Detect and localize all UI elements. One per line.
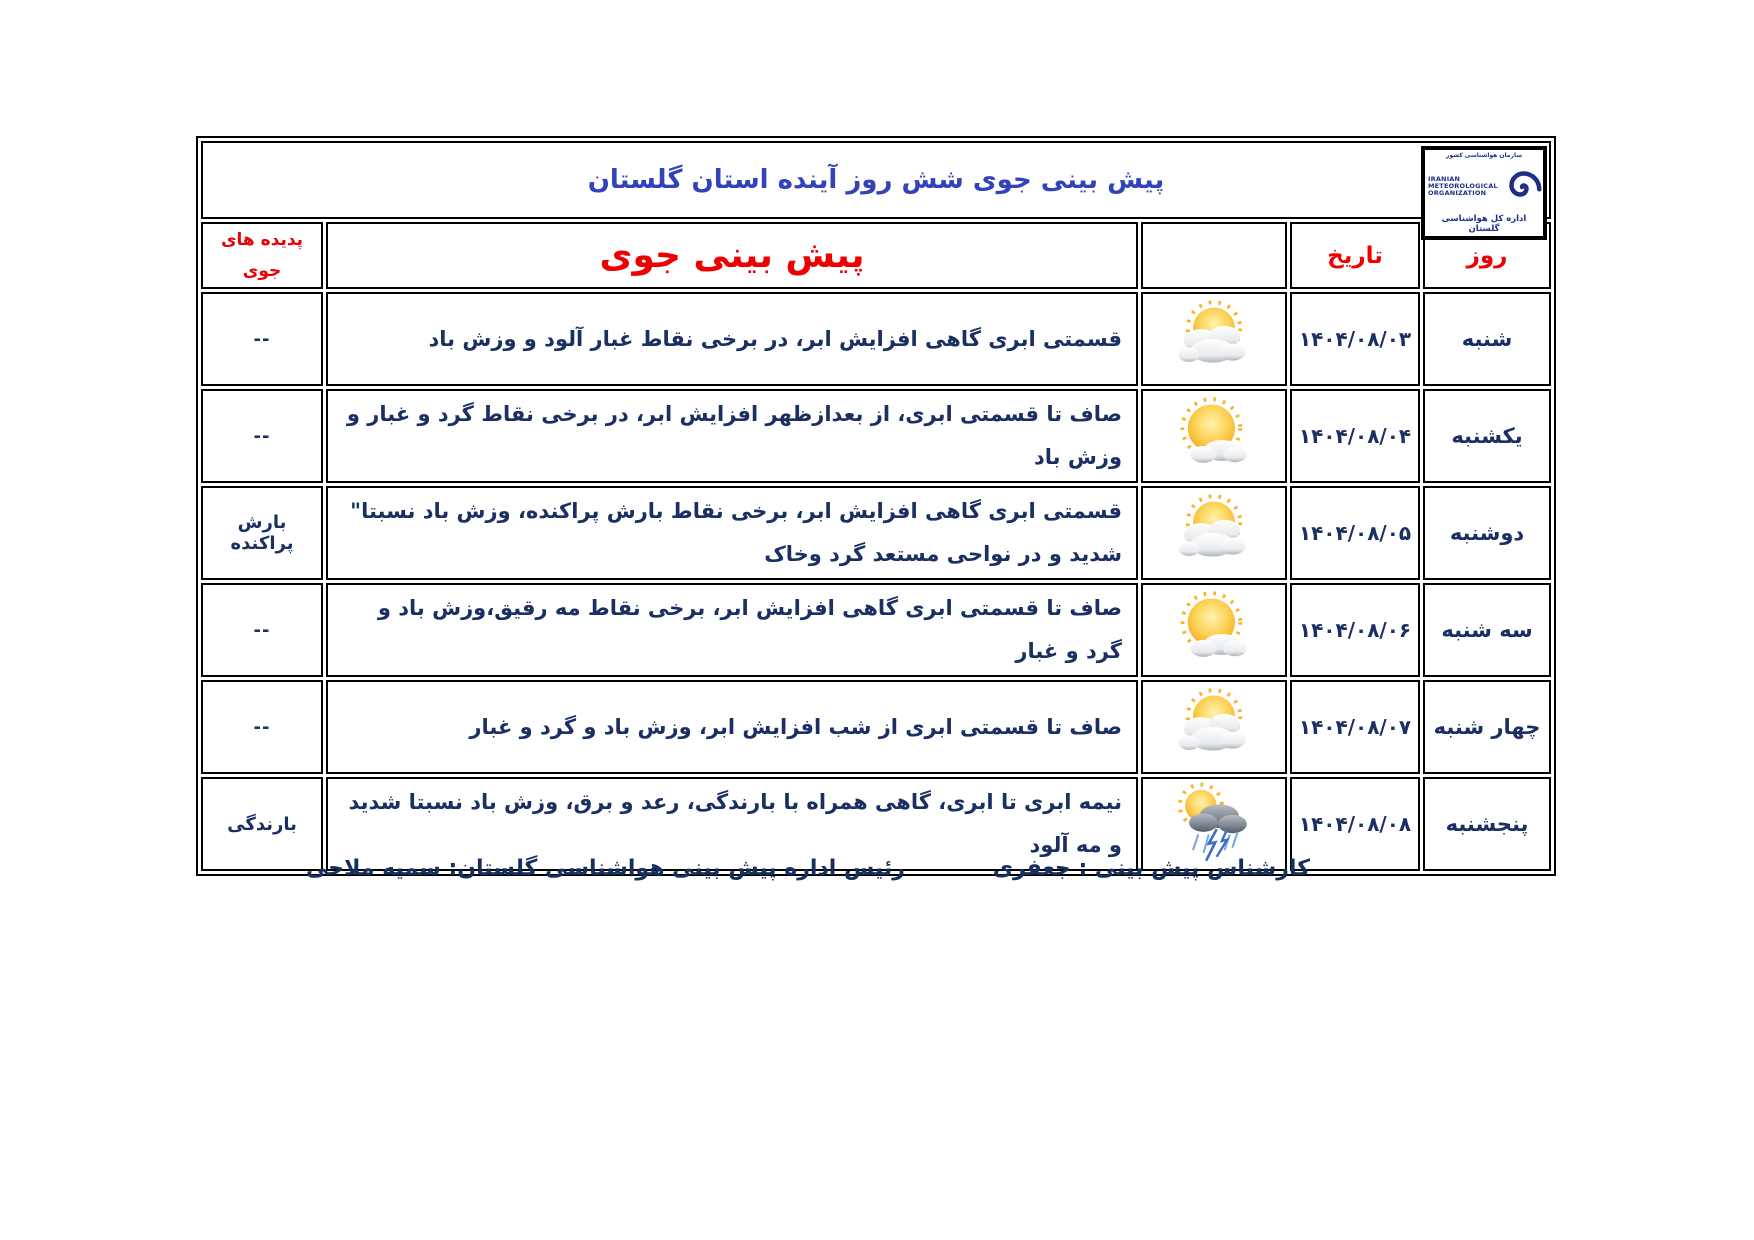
partly-cloudy-icon [1166, 297, 1262, 381]
date-value: ۱۴۰۴/۰۸/۰۶ [1290, 583, 1420, 677]
date-value: ۱۴۰۴/۰۸/۰۸ [1290, 777, 1420, 871]
footer-credits [196, 856, 1546, 881]
phenomena-value: -- [201, 680, 323, 774]
forecast-header-label: پیش بینی جوی [599, 235, 865, 277]
forecast-row-tuesday [201, 583, 1551, 677]
phenomena-value: بارش پراکنده [201, 486, 323, 580]
weather-icon-cell [1141, 680, 1287, 774]
day-label: سه شنبه [1423, 583, 1551, 677]
director-credit: رئیس اداره پیش بینی هواشناسی گلستان: سمیه ملاحی [306, 856, 905, 881]
forecast-row-saturday [201, 292, 1551, 386]
met-org-logo [1421, 146, 1547, 240]
weather-icon-cell [1141, 389, 1287, 483]
forecast-text: نیمه ابری تا ابری، گاهی همراه با بارندگی، رعد و برق، وزش باد نسبتا شدید و مه آلود [326, 777, 1138, 871]
forecast-row-sunday [201, 389, 1551, 483]
phenomena-header-line1: پدیده های [220, 230, 304, 250]
forecast-text: قسمتی ابری گاهی افزایش ابر، در برخی نقاط غبار آلود و وزش باد [326, 292, 1138, 386]
phenomena-value: بارندگی [201, 777, 323, 871]
forecast-text: قسمتی ابری گاهی افزایش ابر، برخی نقاط بارش پراکنده، وزش باد نسبتا" شدید و در نواحی مستعد گرد وخاک [326, 486, 1138, 580]
cyclone-spiral-icon [1498, 163, 1546, 211]
forecast-text: صاف تا قسمتی ابری، از بعدازظهر افزایش ابر، در برخی نقاط گرد و غبار و وزش باد [326, 389, 1138, 483]
day-label: یکشنبه [1423, 389, 1551, 483]
day-label: پنجشنبه [1423, 777, 1551, 871]
forecast-row-wednesday [201, 680, 1551, 774]
date-value: ۱۴۰۴/۰۸/۰۴ [1290, 389, 1420, 483]
header-row [201, 222, 1551, 289]
day-label: شنبه [1423, 292, 1551, 386]
partly-cloudy-icon [1166, 491, 1262, 575]
column-header-icon [1141, 222, 1287, 289]
day-header-label: روز [1466, 242, 1508, 269]
phenomena-value: -- [201, 389, 323, 483]
weather-icon-cell [1141, 583, 1287, 677]
day-label: چهار شنبه [1423, 680, 1551, 774]
forecast-row-monday [201, 486, 1551, 580]
phenomena-value: -- [201, 292, 323, 386]
logo-body [1428, 163, 1540, 211]
page-title: پیش بینی جوی شش روز آینده استان گلستان [587, 165, 1165, 195]
weather-icon-cell [1141, 486, 1287, 580]
sunny-with-cloud-icon [1166, 394, 1262, 478]
logo-fa-title: سازمان هواشناسی کشور [1445, 152, 1523, 159]
column-header-phenomena [201, 222, 323, 289]
title-cell [201, 141, 1551, 219]
forecast-text: صاف تا قسمتی ابری از شب افزایش ابر، وزش باد و گرد و غبار [326, 680, 1138, 774]
day-label: دوشنبه [1423, 486, 1551, 580]
phenomena-value: -- [201, 583, 323, 677]
phenomena-header-line2: جوی [242, 260, 282, 281]
date-value: ۱۴۰۴/۰۸/۰۷ [1290, 680, 1420, 774]
column-header-date [1290, 222, 1420, 289]
date-value: ۱۴۰۴/۰۸/۰۳ [1290, 292, 1420, 386]
weather-icon-cell [1141, 292, 1287, 386]
forecaster-credit: کارشناس پیش بینی : جعفری [992, 856, 1310, 881]
title-row [201, 141, 1551, 219]
date-header-label: تاریخ [1327, 242, 1383, 269]
thunderstorm-icon [1166, 782, 1262, 866]
partly-cloudy-icon [1166, 685, 1262, 769]
column-header-forecast [326, 222, 1138, 289]
date-value: ۱۴۰۴/۰۸/۰۵ [1290, 486, 1420, 580]
forecast-text: صاف تا قسمتی ابری گاهی افزایش ابر، برخی نقاط مه رقیق،وزش باد و گرد و غبار [326, 583, 1138, 677]
sunny-with-cloud-icon [1166, 588, 1262, 672]
logo-en-text: IRANIAN METEOROLOGICAL ORGANIZATION [1428, 175, 1498, 197]
forecast-table [196, 136, 1556, 876]
logo-caption: اداره کل هواشناسی گلستان [1441, 214, 1527, 234]
